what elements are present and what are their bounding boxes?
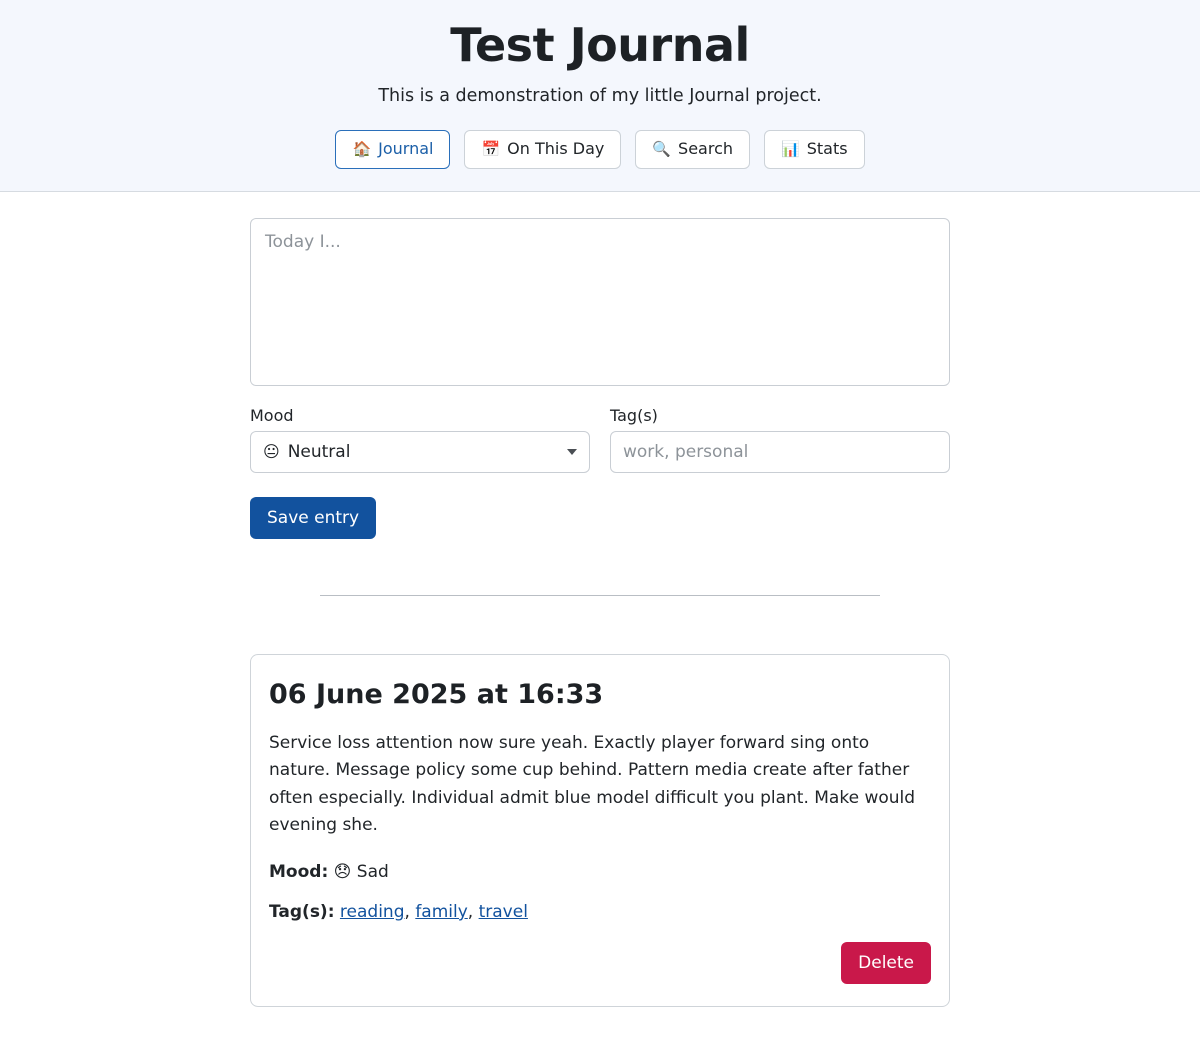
nav-tab-stats-label: Stats <box>806 139 848 158</box>
journal-entry-card <box>250 654 950 1007</box>
entry-tags-label: Tag(s): <box>269 901 335 922</box>
entry-mood <box>269 862 931 882</box>
entry-text-input[interactable] <box>250 218 950 386</box>
page-header <box>0 0 1200 192</box>
main-navigation <box>0 130 1200 169</box>
tag-separator: , <box>404 901 410 922</box>
main-content <box>250 192 950 1007</box>
section-divider <box>320 595 880 596</box>
sad-face-icon: 😞 <box>333 861 352 882</box>
neutral-face-icon: 😐 <box>263 442 280 462</box>
entry-mood-label: Mood: <box>269 861 329 882</box>
entry-date: 06 June 2025 at 16:33 <box>269 678 604 710</box>
entry-tags <box>269 902 931 922</box>
entry-mood-value: Sad <box>356 861 389 882</box>
mood-select[interactable] <box>250 431 590 473</box>
chevron-down-icon <box>567 449 577 455</box>
nav-tab-stats[interactable] <box>764 130 865 169</box>
calendar-icon: 📅 <box>481 139 501 158</box>
house-icon: 🏠 <box>352 139 372 158</box>
mood-select-value: Neutral <box>287 441 351 462</box>
nav-tab-journal[interactable] <box>335 130 450 169</box>
nav-tab-search[interactable] <box>635 130 750 169</box>
mood-field <box>250 406 590 473</box>
save-entry-button[interactable]: Save entry <box>250 497 376 539</box>
nav-tab-journal-label: Journal <box>378 139 434 158</box>
magnifier-icon: 🔍 <box>652 139 672 158</box>
nav-tab-search-label: Search <box>678 139 734 158</box>
tag-link[interactable]: travel <box>478 901 528 922</box>
page-subtitle: This is a demonstration of my little Journal project. <box>378 86 822 106</box>
page-title: Test Journal <box>450 18 750 72</box>
tags-label: Tag(s) <box>610 405 658 425</box>
entry-actions <box>269 942 931 984</box>
tag-separator: , <box>467 901 474 922</box>
delete-entry-button[interactable]: Delete <box>841 942 931 984</box>
tag-link[interactable]: family <box>415 901 468 922</box>
tags-input[interactable] <box>610 431 950 473</box>
entry-text: Service loss attention now sure yeah. Exactly player forward sing onto nature. Message policy some cup behind. Pattern media create after father often especially. Individual admit blue model difficult you plant. Make would evening she. <box>269 732 916 836</box>
bar-chart-icon: 📊 <box>781 139 800 158</box>
tag-link[interactable]: reading <box>339 901 405 922</box>
nav-tab-on-this-day-label: On This Day <box>507 139 605 158</box>
form-fields-row <box>250 406 950 473</box>
mood-label: Mood <box>250 405 294 425</box>
tags-field <box>610 406 950 473</box>
nav-tab-on-this-day[interactable] <box>464 130 621 169</box>
